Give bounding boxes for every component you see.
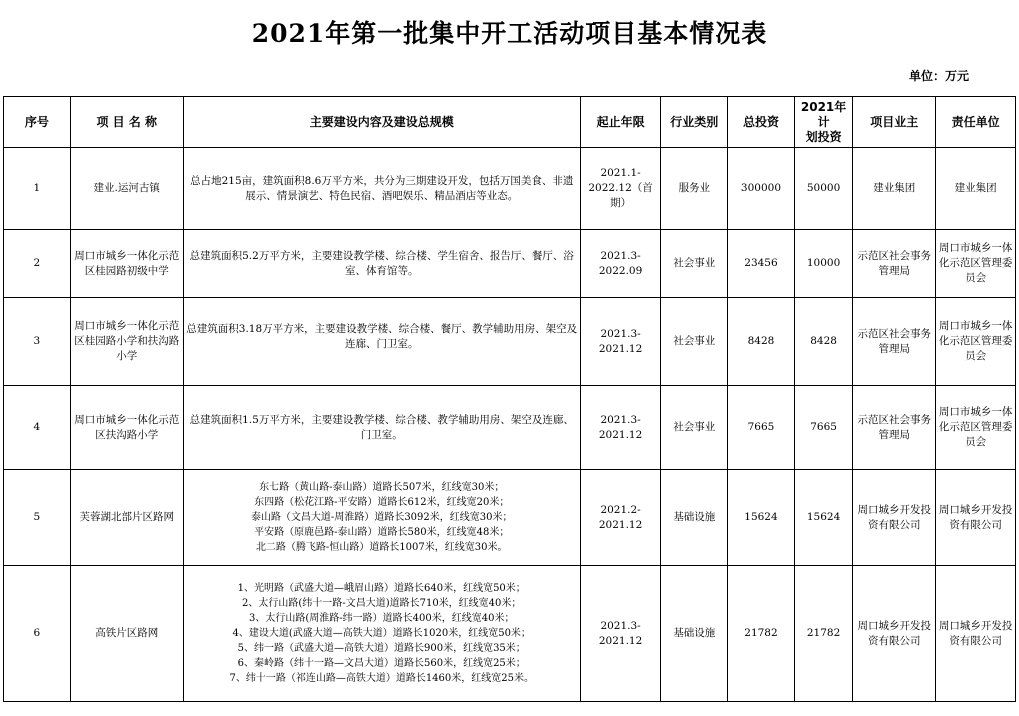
cell-period: 2021.3-2021.12	[580, 298, 661, 386]
cell-industry: 社会事业	[661, 298, 728, 386]
header-plan	[794, 97, 853, 148]
cell-owner: 示范区社会事务管理局	[853, 298, 936, 386]
cell-total: 7665	[728, 386, 795, 470]
cell-period: 2021.3-2022.09	[580, 230, 661, 298]
cell-total: 15624	[728, 470, 795, 566]
cell-responsible: 周口市城乡一体化示范区管理委员会	[936, 230, 1016, 298]
cell-owner: 示范区社会事务管理局	[853, 230, 936, 298]
road-line: 6、秦岭路（纬十一路—文昌大道）道路长560米，红线宽25米；	[237, 658, 526, 669]
cell-period: 2021.3-2021.12	[580, 566, 661, 702]
cell-content: 总建筑面积1.5万平方米，主要建设教学楼、综合楼、教学辅助用房、架空及连廊、门卫室。	[183, 386, 580, 470]
unit-label: 单位：万元	[908, 69, 969, 83]
cell-plan: 7665	[794, 386, 853, 470]
cell-seq: 6	[4, 566, 71, 702]
road-line: 5、纬一路（武盛大道—高铁大道）道路长900米，红线宽35米；	[237, 643, 526, 654]
cell-owner: 建业集团	[853, 148, 936, 230]
cell-content: 总建筑面积5.2万平方米，主要建设教学楼、综合楼、学生宿舍、报告厅、餐厅、浴室、体育馆等。	[183, 230, 580, 298]
cell-seq: 5	[4, 470, 71, 566]
cell-responsible: 周口城乡开发投资有限公司	[936, 566, 1016, 702]
road-line: 东四路（松花江路-平安路）道路长612米，红线宽20米；	[254, 497, 510, 508]
cell-name: 周口市城乡一体化示范区扶沟路小学	[70, 386, 183, 470]
cell-owner: 示范区社会事务管理局	[853, 386, 936, 470]
cell-total: 23456	[728, 230, 795, 298]
header-owner: 项目业主	[853, 97, 936, 148]
cell-content	[183, 470, 580, 566]
cell-industry: 社会事业	[661, 386, 728, 470]
cell-period: 2021.3-2021.12	[580, 386, 661, 470]
cell-owner: 周口城乡开发投资有限公司	[853, 566, 936, 702]
cell-period: 2021.1-2022.12（首期）	[580, 148, 661, 230]
road-line: 2、太行山路(纬十一路-文昌大道)道路长710米，红线宽40米；	[242, 598, 522, 609]
cell-total: 21782	[728, 566, 795, 702]
header-period: 起止年限	[580, 97, 661, 148]
cell-content: 总建筑面积3.18万平方米，主要建设教学楼、综合楼、餐厅、教学辅助用房、架空及连廊、门卫室。	[183, 298, 580, 386]
cell-seq: 3	[4, 298, 71, 386]
cell-industry: 社会事业	[661, 230, 728, 298]
road-line: 平安路（原鹿邑路-泰山路）道路长580米，红线宽48米；	[254, 527, 510, 538]
cell-name: 周口市城乡一体化示范区桂园路初级中学	[70, 230, 183, 298]
table-row	[4, 148, 1016, 230]
cell-content: 总占地215亩，建筑面积8.6万平方米，共分为三期建设开发，包括万国美食、非遗展示、情景演艺、特色民宿、酒吧娱乐、精品酒店等业态。	[183, 148, 580, 230]
header-industry: 行业类别	[661, 97, 728, 148]
table-row	[4, 566, 1016, 702]
cell-industry: 基础设施	[661, 470, 728, 566]
cell-plan: 50000	[794, 148, 853, 230]
cell-responsible: 周口市城乡一体化示范区管理委员会	[936, 386, 1016, 470]
road-line: 4、建设大道(武盛大道—高铁大道）道路长1020米，红线宽50米；	[232, 628, 531, 639]
header-plan-line1: 2021年计	[800, 99, 847, 129]
cell-name: 芙蓉湖北部片区路网	[70, 470, 183, 566]
cell-content	[183, 566, 580, 702]
cell-responsible: 周口城乡开发投资有限公司	[936, 470, 1016, 566]
header-responsible: 责任单位	[936, 97, 1016, 148]
cell-period: 2021.2-2021.12	[580, 470, 661, 566]
cell-owner: 周口城乡开发投资有限公司	[853, 470, 936, 566]
cell-name: 建业.运河古镇	[70, 148, 183, 230]
header-name: 项 目 名 称	[70, 97, 183, 148]
table-row	[4, 230, 1016, 298]
road-line: 北二路（腾飞路-恒山路）道路长1007米，红线宽30米。	[255, 542, 508, 553]
cell-industry: 基础设施	[661, 566, 728, 702]
cell-seq: 4	[4, 386, 71, 470]
cell-responsible: 建业集团	[936, 148, 1016, 230]
road-line: 1、光明路（武盛大道—峨眉山路）道路长640米，红线宽50米；	[237, 583, 526, 594]
cell-industry: 服务业	[661, 148, 728, 230]
header-plan-line2: 划投资	[805, 129, 842, 144]
cell-seq: 1	[4, 148, 71, 230]
header-total: 总投资	[728, 97, 795, 148]
cell-total: 300000	[728, 148, 795, 230]
road-line: 东七路（黄山路-泰山路）道路长507米，红线宽30米；	[259, 482, 505, 493]
cell-seq: 2	[4, 230, 71, 298]
cell-total: 8428	[728, 298, 795, 386]
header-seq: 序号	[4, 97, 71, 148]
project-table	[3, 96, 1016, 702]
road-line: 3、太行山路(周淮路-纬一路）道路长400米，红线宽40米；	[248, 613, 515, 624]
header-content: 主要建设内容及建设总规模	[183, 97, 580, 148]
cell-plan: 8428	[794, 298, 853, 386]
table-header-row	[4, 97, 1016, 148]
table-row	[4, 298, 1016, 386]
table-row	[4, 470, 1016, 566]
cell-name: 周口市城乡一体化示范区桂园路小学和扶沟路小学	[70, 298, 183, 386]
cell-plan: 10000	[794, 230, 853, 298]
road-line: 7、纬十一路（祁连山路—高铁大道）道路长1460米，红线宽25米。	[229, 673, 534, 684]
road-line: 泰山路（文昌大道-周淮路）道路长3092米，红线宽30米；	[250, 512, 513, 523]
cell-plan: 21782	[794, 566, 853, 702]
table-row	[4, 386, 1016, 470]
cell-plan: 15624	[794, 470, 853, 566]
cell-name: 高铁片区路网	[70, 566, 183, 702]
cell-responsible: 周口市城乡一体化示范区管理委员会	[936, 298, 1016, 386]
page-title: 2021年第一批集中开工活动项目基本情况表	[251, 19, 768, 48]
